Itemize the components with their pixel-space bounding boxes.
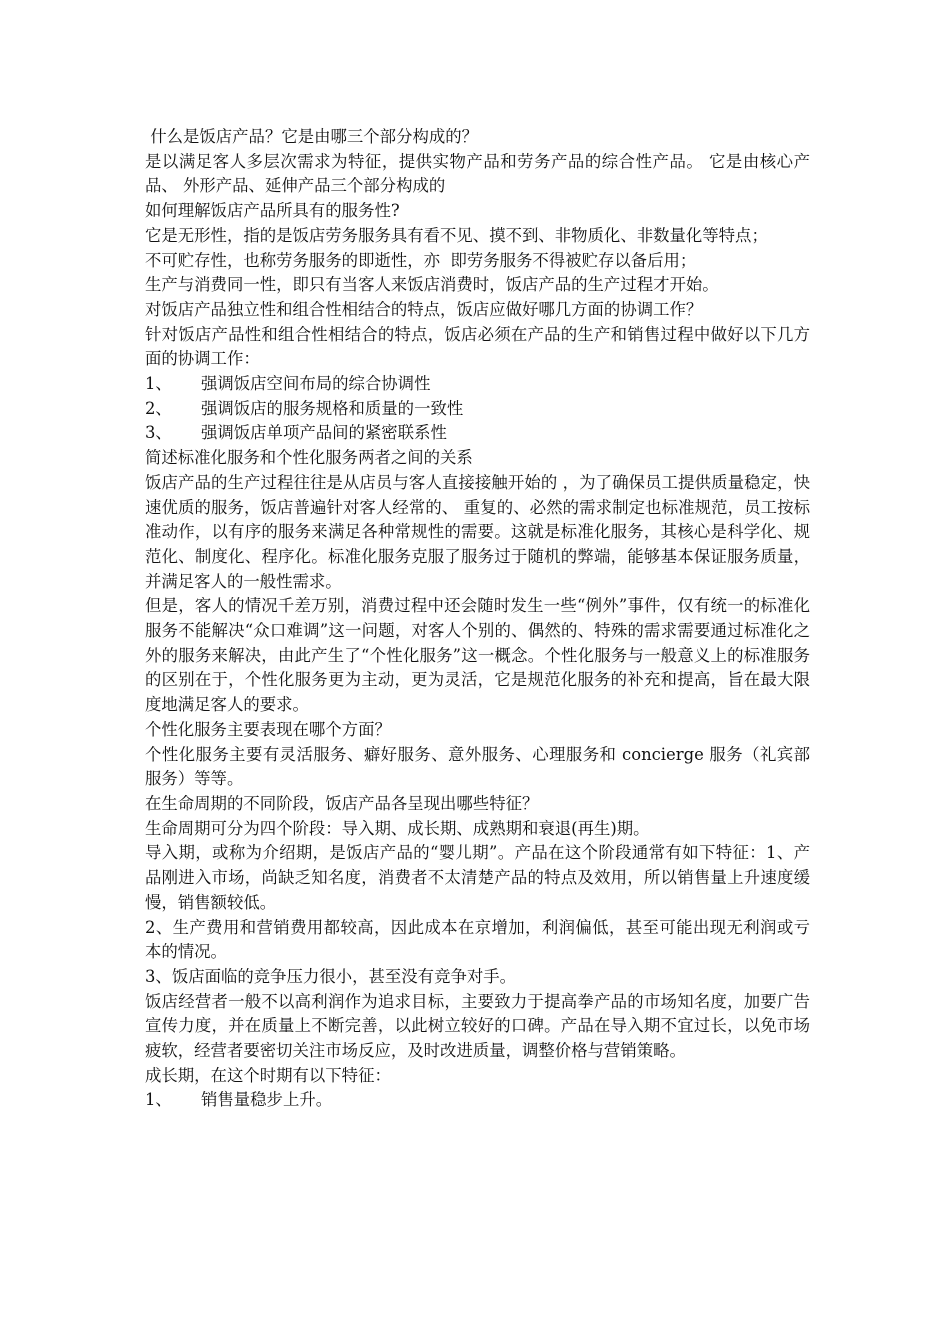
list-number: 1、 (145, 374, 172, 394)
answer-paragraph: 但是，客人的情况千差万别，消费过程中还会随时发生一些“例外”事件，仅有统一的标准化服务不能解决“众口难调”这一问题，对客人个别的、偶然的、特殊的需求需要通过标准化之外的服务来解决，由此产生了“个性化服务”这一概念。个性化服务与一般意义上的标准服务的区别在于，个性化服务更为主动，更为灵活，它是规范化服务的补充和提高，旨在最大限度地满足客人的要求。 (145, 596, 810, 715)
list-text: 强调饭店的服务规格和质量的一致性 (201, 398, 464, 418)
answer-paragraph: 3、饭店面临的竞争压力很小，甚至没有竞争对手。 (145, 966, 517, 986)
list-text: 销售量稳步上升。 (201, 1090, 333, 1110)
list-item (145, 421, 810, 446)
answer-paragraph: 饭店产品的生产过程往往是从店员与客人直接接触开始的 ，为了确保员工提供质量稳定，快速优质的服务，饭店普遍针对客人经常的、 重复的、必然的需求制定也标准规范，员工按标准动作，以有序的服务来满足各种常规性的需要。这就是标准化服务，其核心是科学化、规范化、制度化、程序化。标准化服务克服了服务过于随机的弊端，能够基本保证服务质量，并满足客人的一般性需求。 (145, 472, 810, 591)
answer-paragraph: 不可贮存性，也称劳务服务的即逝性，亦 即劳务服务不得被贮存以备后用； (145, 250, 697, 270)
answer-paragraph: 个性化服务主要有灵活服务、癖好服务、意外服务、心理服务和 concierge 服务（礼宾部服务）等等。 (145, 744, 810, 789)
list-item (145, 372, 810, 397)
list-item (145, 1088, 810, 1113)
question-heading: 简述标准化服务和个性化服务两者之间的关系 (145, 448, 473, 468)
answer-paragraph: 成长期，在这个时期有以下特征： (145, 1065, 391, 1085)
answer-paragraph: 导入期，或称为介绍期，是饭店产品的“婴儿期”。产品在这个阶段通常有如下特征：1、产品刚进入市场，尚缺乏知名度，消费者不太清楚产品的特点及效用，所以销售量上升速度缓慢，销售额较低。 (145, 843, 810, 912)
list-number: 2、 (145, 398, 172, 418)
answer-paragraph: 饭店经营者一般不以高利润作为追求目标，主要致力于提高拳产品的市场知名度，加要广告宣传力度，并在质量上不断完善，以此树立较好的口碑。产品在导入期不宜过长，以免市场疲软，经营者要密切关注市场反应，及时改进质量，调整价格与营销策略。 (145, 991, 810, 1061)
question-heading: 什么是饭店产品？它是由哪三个部分构成的？ (145, 127, 479, 146)
list-item (145, 397, 810, 422)
answer-paragraph: 是以满足客人多层次需求为特征，提供实物产品和劳务产品的综合性产品。 它是由核心产品、 外形产品、延伸产品三个部分构成的 (145, 151, 810, 196)
question-heading: 在生命周期的不同阶段，饭店产品各呈现出哪些特征？ (145, 793, 539, 813)
question-heading: 如何理解饭店产品所具有的服务性? (145, 201, 400, 221)
list-number: 3、 (145, 423, 172, 443)
question-heading: 个性化服务主要表现在哪个方面？ (145, 719, 391, 739)
list-number: 1、 (145, 1090, 172, 1110)
answer-paragraph: 生命周期可分为四个阶段：导入期、成长期、成熟期和衰退(再生)期。 (145, 818, 650, 838)
list-text: 强调饭店单项产品间的紧密联系性 (201, 423, 447, 443)
answer-paragraph: 针对饭店产品性和组合性相结合的特点，饭店必须在产品的生产和销售过程中做好以下几方面的协调工作： (145, 324, 810, 369)
list-text: 强调饭店空间布局的综合协调性 (201, 374, 431, 394)
answer-paragraph: 它是无形性，指的是饭店劳务服务具有看不见、摸不到、非物质化、非数量化等特点； (145, 225, 768, 245)
document-page (145, 125, 810, 1113)
answer-paragraph: 生产与消费同一性，即只有当客人来饭店消费时，饭店产品的生产过程才开始。 (145, 275, 719, 295)
answer-paragraph: 2、生产费用和营销费用都较高，因此成本在京增加，利润偏低，甚至可能出现无利润或亏本的情况。 (145, 917, 810, 962)
question-heading: 对饭店产品独立性和组合性相结合的特点，饭店应做好哪几方面的协调工作？ (145, 299, 703, 319)
